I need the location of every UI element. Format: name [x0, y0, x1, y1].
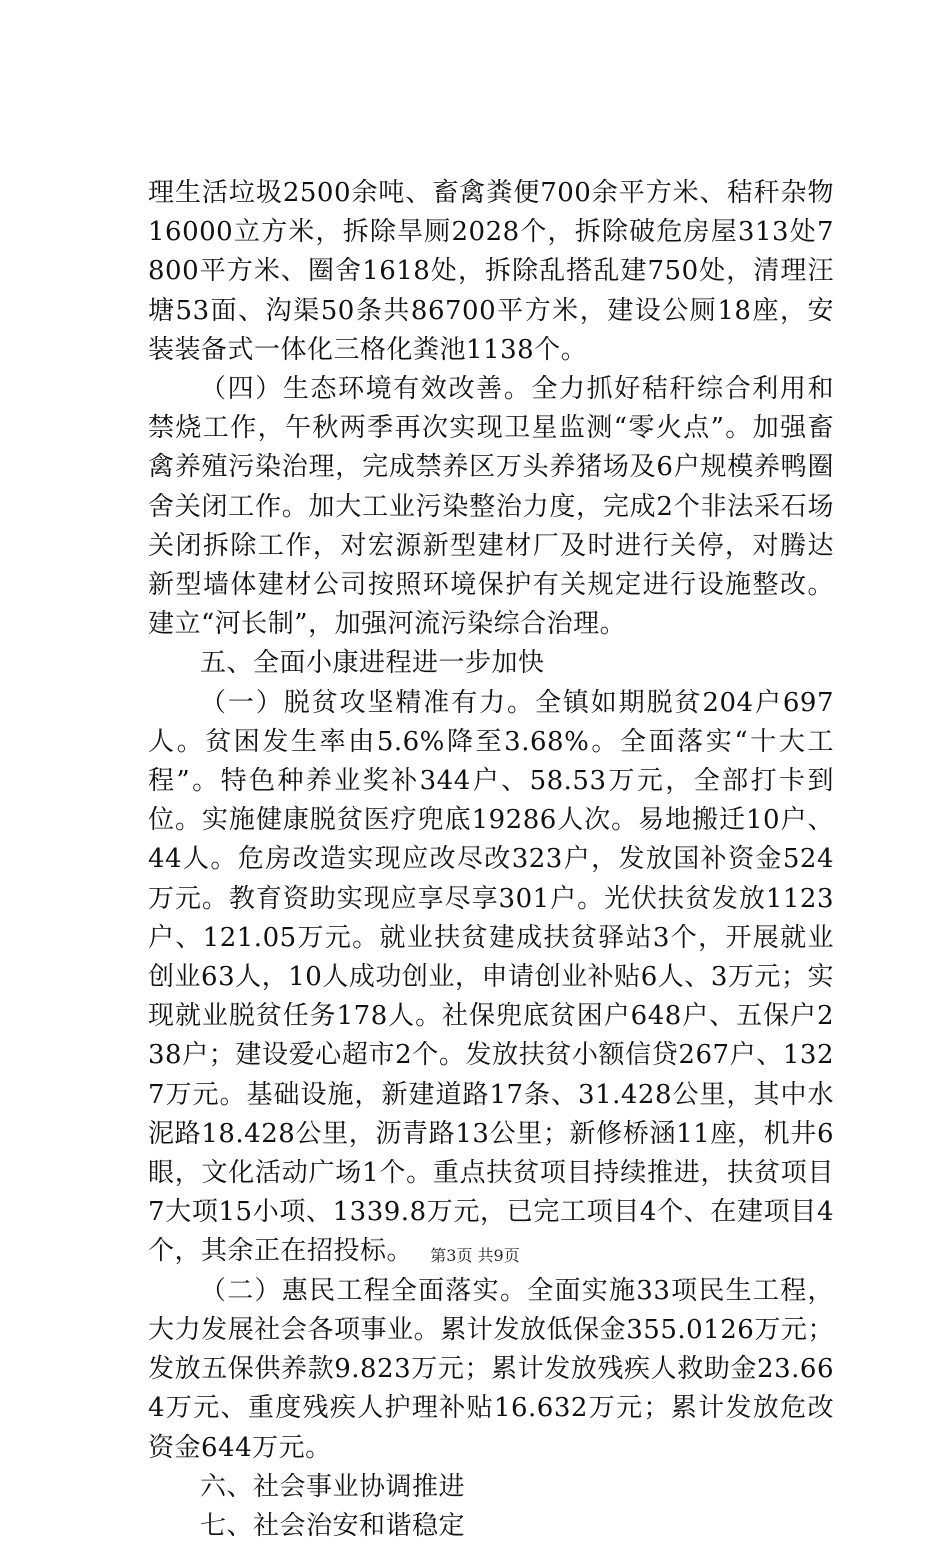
- page-number-footer: 第3页 共9页: [430, 1246, 520, 1265]
- paragraph-poverty-alleviation: （一）脱贫攻坚精准有力。全镇如期脱贫204户697人。贫困发生率由5.6%降至3.68%。全面落实“十大工程”。特色种养业奖补344户、58.53万元，全部打卡到位。实施健康脱贫医疗兜底19286人次。易地搬迁10户、44人。危房改造实现应改尽改323户，发放国补资金524万元。教育资助实现应享尽享301户。光伏扶贫发放1123户、121.05万元。就业扶贫建成扶贫驿站3个，开展就业创业63人，10人成功创业，申请创业补贴6人、3万元；实现就业脱贫任务178人。社保兜底贫困户648户、五保户238户；建设爱心超市2个。发放扶贫小额信贷267户、1327万元。基础设施，新建道路17条、31.428公里，其中水泥路18.428公里，沥青路13公里；新修桥涵11座，机井6眼，文化活动广场1个。重点扶贫项目持续推进，扶贫项目7大项15小项、1339.8万元，已完工项目4个、在建项目4个，其余正在招投标。: [148, 687, 834, 1267]
- paragraph-livelihood-projects: （二）惠民工程全面落实。全面实施33项民生工程，大力发展社会各项事业。累计发放低保金355.0126万元；发放五保供养款9.823万元；累计发放残疾人救助金23.664万元、重度残疾人护理补贴16.632万元；累计发放危改资金644万元。: [148, 1275, 834, 1463]
- heading-section-seven: 七、社会治安和谐稳定: [200, 1510, 466, 1541]
- paragraph-village-cleanup: 理生活垃圾2500余吨、畜禽粪便700余平方米、秸秆杂物16000立方米，拆除旱厕2028个，拆除破危房屋313处7800平方米、圈舍1618处，拆除乱搭乱建750处，清理汪塘53面、沟渠50条共86700平方米，建设公厕18座，安装装备式一体化三格化粪池1138个。: [148, 178, 834, 365]
- heading-section-six: 六、社会事业协调推进: [200, 1471, 466, 1502]
- heading-section-five: 五、全面小康进程进一步加快: [200, 648, 545, 679]
- paragraph-ecology: （四）生态环境有效改善。全力抓好秸秆综合利用和禁烧工作，午秋两季再次实现卫星监测“零火点”。加强畜禽养殖污染治理，完成禁养区万头养猪场及6户规模养鸭圈舍关闭工作。加大工业污染整治力度，完成2个非法采石场关闭拆除工作，对宏源新型建材厂及时进行关停，对腾达新型墙体建材公司按照环境保护有关规定进行设施整改。建立“河长制”，加强河流污染综合治理。: [148, 374, 834, 640]
- document-body: [148, 174, 834, 1546]
